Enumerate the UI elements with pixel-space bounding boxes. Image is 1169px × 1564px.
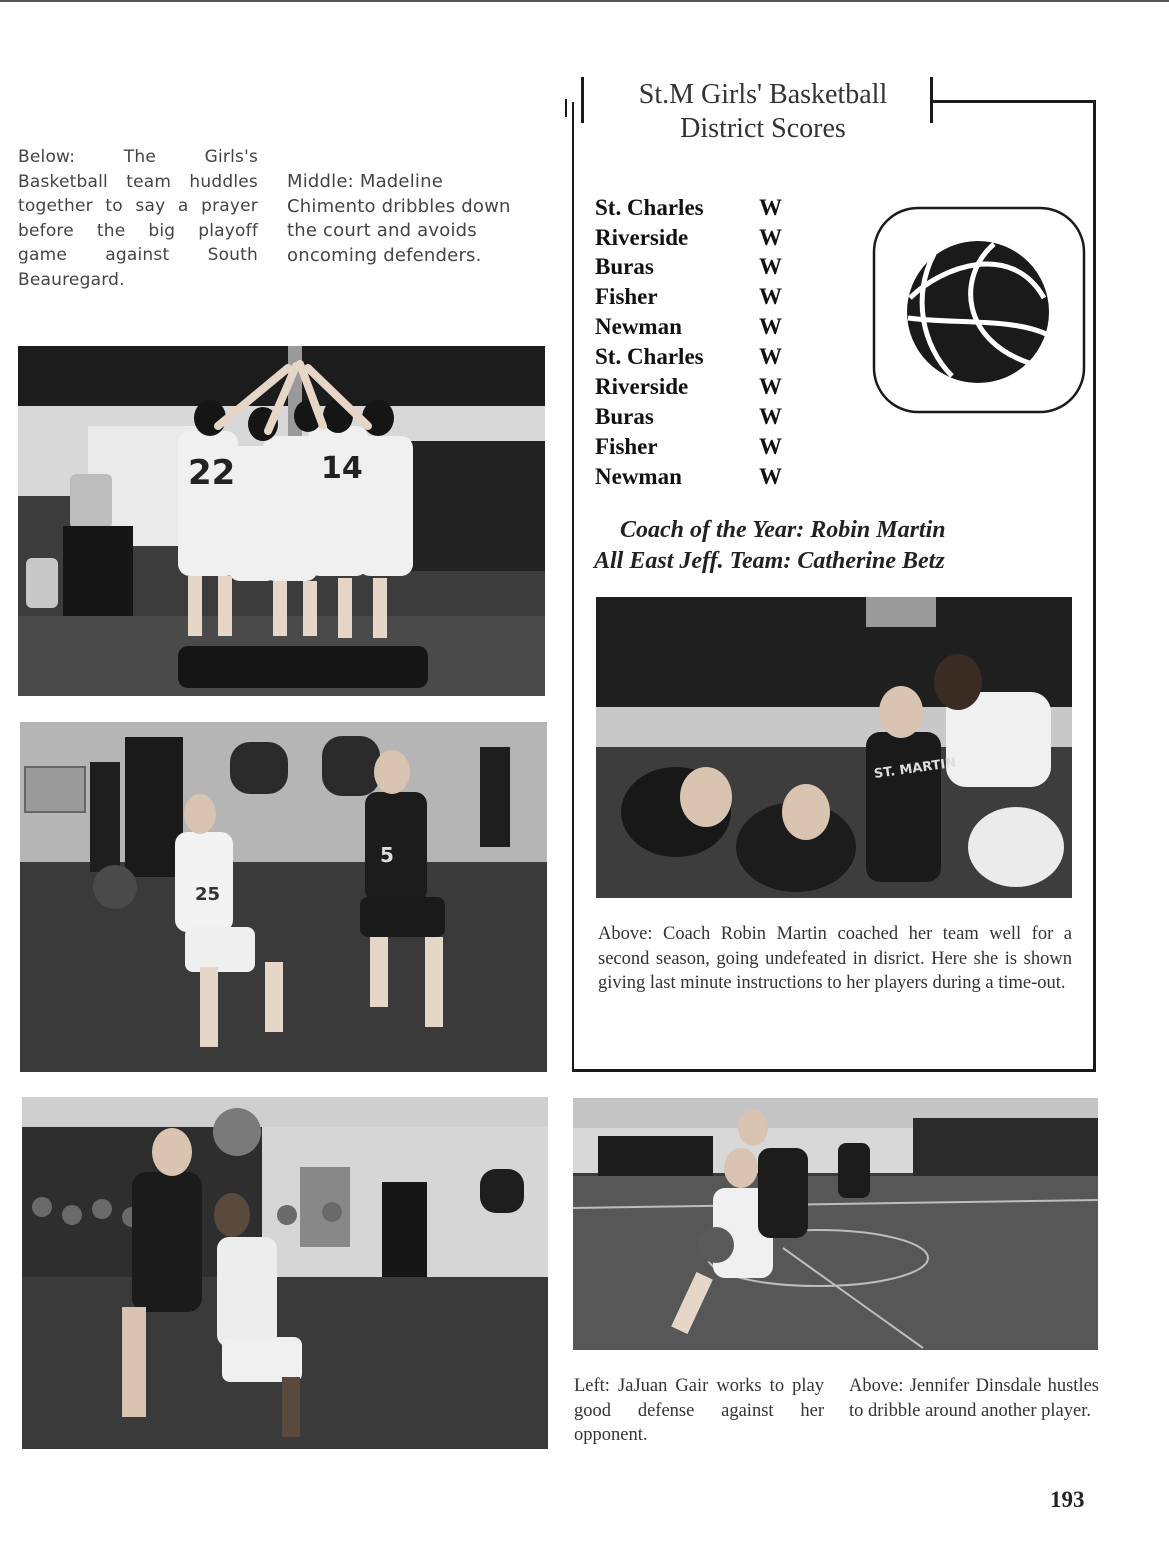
score-row [595, 404, 895, 434]
award-coach-of-year: Coach of the Year: Robin Martin [620, 517, 946, 543]
scores-list [595, 195, 895, 495]
photo-hustle-dribble [573, 1098, 1098, 1350]
score-row [595, 434, 895, 464]
box-title-line2: District Scores [680, 113, 846, 144]
score-row [595, 195, 895, 225]
score-result: W [759, 314, 782, 339]
jersey-number-22: 22 [188, 453, 236, 493]
score-row [595, 374, 895, 404]
score-team: Fisher [595, 284, 658, 309]
score-team: Newman [595, 464, 682, 489]
score-result: W [759, 464, 782, 489]
score-team: St. Charles [595, 344, 704, 369]
score-result: W [759, 374, 782, 399]
caption-dribble: Middle: Madeline Chimento dribbles down the court and avoids oncoming defenders. [287, 171, 511, 266]
box-right-border [1093, 100, 1096, 1072]
jersey-number-5: 5 [380, 843, 394, 867]
score-team: Riverside [595, 225, 689, 250]
jersey-text-st-martin: ST. MARTIN [873, 755, 958, 782]
score-team: St. Charles [595, 195, 704, 220]
score-team: Riverside [595, 374, 689, 399]
score-row [595, 254, 895, 284]
jersey-number-14: 14 [321, 451, 363, 486]
box-bottom-border [572, 1069, 1096, 1072]
caption-defense: Left: JaJuan Gair works to play good defense against her opponent. [574, 1376, 824, 1445]
score-row [595, 464, 895, 494]
photo-team-huddle [18, 346, 545, 696]
award-all-east-jeff: All East Jeff. Team: Catherine Betz [594, 548, 945, 574]
box-left-border [572, 102, 574, 1072]
box-title [590, 78, 936, 146]
caption-coach: Above: Coach Robin Martin coached her team well for a second season, going undefeated in disrict. Here she is shown giving last minute instructions to her players during a time-out. [598, 924, 1072, 993]
score-team: Fisher [595, 434, 658, 459]
score-result: W [759, 254, 782, 279]
photo-coach-timeout [596, 597, 1072, 898]
score-team: Newman [595, 314, 682, 339]
score-result: W [759, 284, 782, 309]
score-row [595, 284, 895, 314]
score-row [595, 344, 895, 374]
score-team: Buras [595, 254, 654, 279]
basketball-icon [872, 206, 1086, 414]
box-left-tick [565, 99, 567, 117]
score-row [595, 225, 895, 255]
score-row [595, 314, 895, 344]
box-left-post [581, 77, 584, 123]
photo-dribble-down-court [20, 722, 547, 1072]
score-result: W [759, 434, 782, 459]
caption-huddle: Below: The Girls's Basketball team huddles together to say a prayer before the big playoff game against South Beauregard. [18, 147, 258, 290]
page-number: 193 [1050, 1487, 1085, 1512]
score-result: W [759, 404, 782, 429]
score-result: W [759, 225, 782, 250]
box-top-border [930, 100, 1096, 103]
score-team: Buras [595, 404, 654, 429]
top-border [0, 0, 1169, 2]
caption-hustle: Above: Jennifer Dinsdale hustles to dribble around another player. [849, 1376, 1099, 1421]
jersey-number-25: 25 [195, 884, 221, 905]
photo-defense [22, 1097, 548, 1449]
score-result: W [759, 195, 782, 220]
box-title-line1: St.M Girls' Basketball [638, 79, 888, 110]
score-result: W [759, 344, 782, 369]
